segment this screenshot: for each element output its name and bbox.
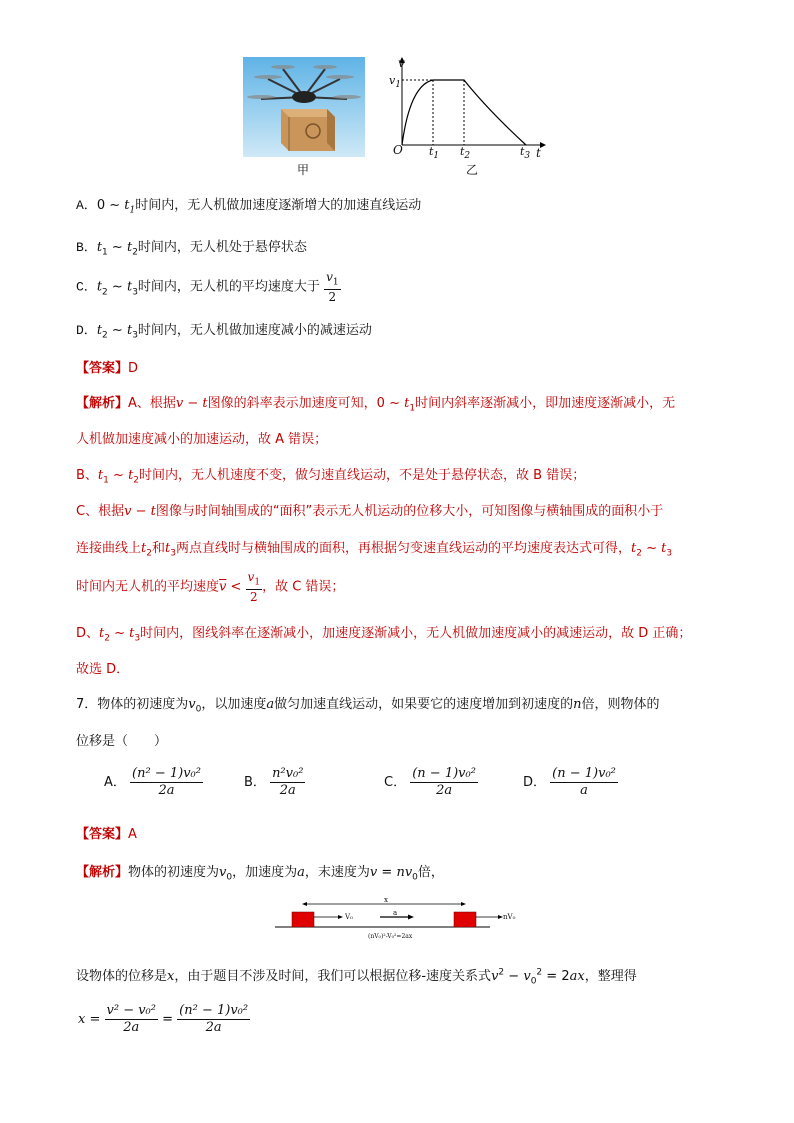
graph-label-t1: $t_1$ <box>429 145 440 162</box>
graph-caption: 乙 <box>466 163 479 177</box>
q6-option-d: D．$t_2$ ~ $t_3$时间内，无人机做加速度减小的减速运动 <box>76 323 372 341</box>
diagram-label-x: x <box>384 896 388 904</box>
q6-analysis-line4: C、根据v − t图像与时间轴围成的“面积”表示无人机运动的位移大小，可知图像与横轴围成的面积小于 <box>76 504 664 519</box>
diagram-label-nv0: nV₀ <box>503 913 516 921</box>
q6-option-c: C．$t_2$ ~ $t_3$时间内，无人机的平均速度大于 $\frac{v_1}{2}$ <box>76 270 339 305</box>
drone-caption: 甲 <box>297 163 310 177</box>
q6-option-a: A．0 ~ $t_1$时间内，无人机做加速度逐渐增大的加速直线运动 <box>76 198 422 216</box>
q7-option-d: D． $\frac{\text{(n − 1)v₀²}}{a}$ <box>523 766 616 798</box>
q7-option-a: A． $\frac{\text{(n² − 1)v₀²}}{2a}$ <box>104 766 201 798</box>
diagram-formula: (nV₀)²-V₀²=2ax <box>368 933 413 940</box>
q6-analysis-line2: 人机做加速度减小的加速运动，故 A 错误； <box>76 432 328 447</box>
q7-analysis-line1: 【解析】物体的初速度为$v_0$，加速度为a，末速度为$v = nv_0$倍， <box>76 865 444 883</box>
diagram-label-a: a <box>393 909 398 917</box>
q7-option-c: C． $\frac{\text{(n − 1)v₀²}}{2a}$ <box>384 766 476 798</box>
q6-final-choice: 故选 D． <box>76 662 130 677</box>
q7-option-b: B． $\frac{\text{n²v₀²}}{2a}$ <box>244 766 304 798</box>
q7-answer: 【答案】A <box>76 827 137 842</box>
q7-analysis-line2: 设物体的位移是x，由于题目不涉及时间，我们可以根据位移-速度关系式$v^2 - v_0^2 = 2ax$，整理得 <box>76 967 637 987</box>
drone-image <box>243 57 365 157</box>
graph-label-origin: O <box>393 143 403 157</box>
q6-analysis-line5: 连接曲线上$t_2$和$t_3$两点直线时与横轴围成的面积，再根据匀变速直线运动的平均速度表达式可得，$t_2$ ~ $t_3$ <box>76 541 673 559</box>
diagram-label-v0: V₀ <box>345 913 353 921</box>
q6-analysis-line7: D、$t_2$ ~ $t_3$时间内，图线斜率在逐渐减小，加速度逐渐减小，无人机做加速度减小的减速运动，故 D 正确； <box>76 626 692 644</box>
graph-label-t3: $t_3$ <box>520 145 531 162</box>
q7-stem-line2: 位移是（ ） <box>76 734 168 749</box>
q6-analysis-line1: 【解析】A、根据v − t图像的斜率表示加速度可知，0 ~ $t_1$时间内斜率逐渐减小，即加速度逐渐减小，无 <box>76 396 676 414</box>
q6-analysis-line6: 时间内无人机的平均速度$\overline{v}$ < $\frac{v_1}{2}$ ，故 C 错误； <box>76 570 345 605</box>
graph-label-v: v <box>398 56 405 70</box>
graph-label-t2: $t_2$ <box>460 145 471 162</box>
q6-option-b: B．$t_1$ ~ $t_2$时间内，无人机处于悬停状态 <box>76 240 307 258</box>
q6-answer: 【答案】D <box>76 361 139 376</box>
q7-result-formula: x = $\frac{\text{v² − v₀²}}{2a}$ = $\frac{\text{(n² − 1)v₀²}}{2a}$ <box>78 1003 249 1035</box>
fraction-v1-over-2: $\frac{v_1}{2}$ <box>326 270 339 305</box>
graph-label-v1: $v_1$ <box>389 74 401 91</box>
q6-analysis-line3: B、$t_1$ ~ $t_2$时间内，无人机速度不变，做匀速直线运动，不是处于悬停状态，故 B 错误； <box>76 468 586 486</box>
q7-stem-line1: 7．物体的初速度为$v_0$，以加速度a做匀加速直线运动，如果要它的速度增加到初速度的n倍，则物体的 <box>76 697 660 715</box>
graph-label-t: t <box>536 146 541 160</box>
